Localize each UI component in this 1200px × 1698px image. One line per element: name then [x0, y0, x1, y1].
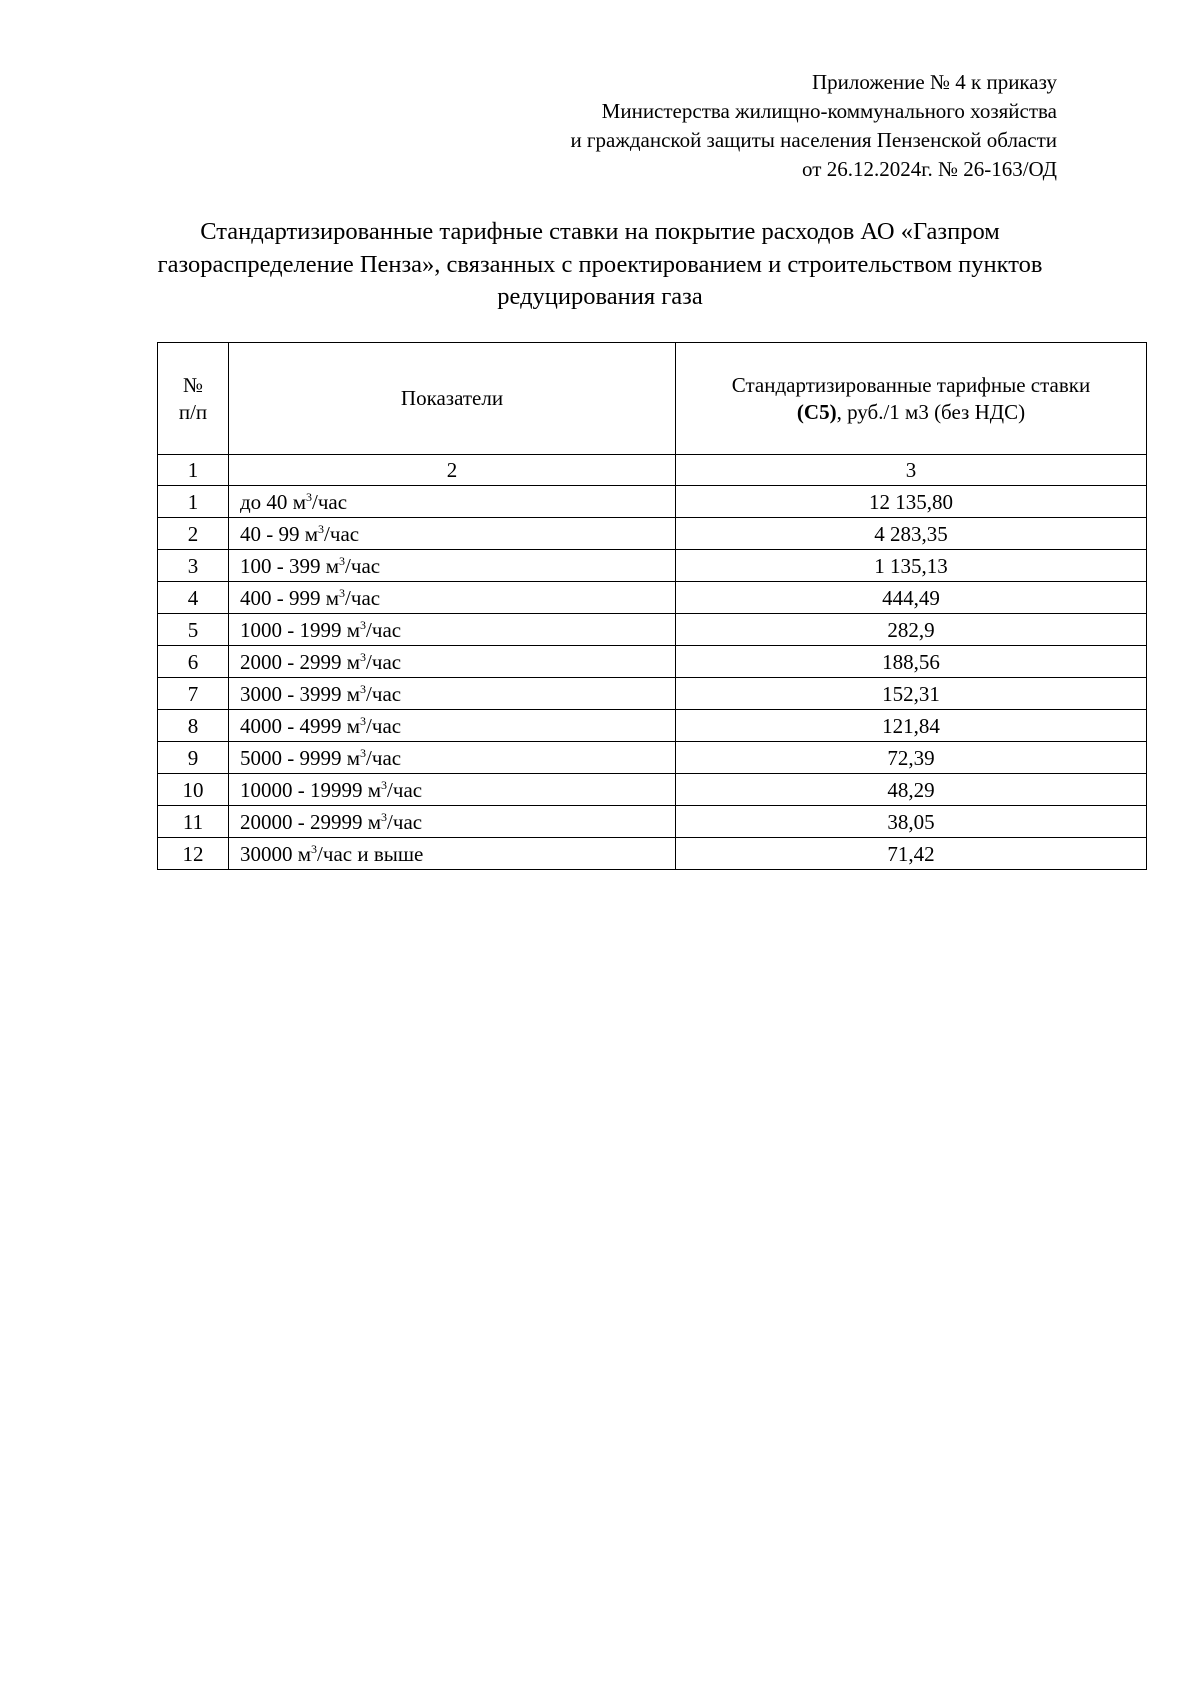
row-number: 8	[158, 710, 229, 742]
header-line: Приложение № 4 к приказу	[812, 70, 1057, 94]
unit-base: м	[304, 521, 319, 546]
header-line: и гражданской защиты населения Пензенской области	[570, 128, 1057, 152]
header-cell-indicator	[229, 343, 676, 455]
table-row	[158, 742, 1147, 774]
row-rate-value: 188,56	[676, 646, 1147, 678]
row-indicator	[229, 710, 676, 742]
header-rate-line2	[676, 399, 1146, 426]
unit-suffix: /час	[366, 745, 402, 770]
row-indicator	[229, 646, 676, 678]
row-rate-value: 48,29	[676, 774, 1147, 806]
indicator-range: 400 - 999	[240, 585, 326, 610]
unit-superscript: 3	[360, 745, 367, 760]
unit-superscript: 3	[339, 585, 346, 600]
header-indicator-label: Показатели	[400, 386, 504, 410]
unit-base: м	[325, 553, 340, 578]
unit-superscript: 3	[311, 841, 318, 856]
table-row	[158, 774, 1147, 806]
unit-suffix: /час	[311, 489, 348, 514]
row-indicator	[229, 550, 676, 582]
indicator-after: и выше	[352, 841, 424, 866]
row-number: 9	[158, 742, 229, 774]
header-num-label: п/п	[178, 399, 208, 424]
indicator-range: 3000 - 3999	[240, 681, 347, 706]
table-row	[158, 678, 1147, 710]
unit-suffix: /час	[345, 553, 381, 578]
column-number: 3	[676, 455, 1147, 486]
column-number: 1	[158, 455, 229, 486]
row-number: 12	[158, 838, 229, 870]
table-row	[158, 838, 1147, 870]
indicator-range: 5000 - 9999	[240, 745, 347, 770]
row-rate-value: 444,49	[676, 582, 1147, 614]
unit-base: м	[346, 649, 361, 674]
row-indicator	[229, 742, 676, 774]
row-number: 7	[158, 678, 229, 710]
document-header	[570, 68, 1057, 184]
unit-base: м	[346, 745, 361, 770]
unit-suffix: /час	[366, 649, 402, 674]
table-row	[158, 614, 1147, 646]
unit-superscript: 3	[360, 713, 367, 728]
row-indicator	[229, 774, 676, 806]
header-cell-rate	[676, 343, 1147, 455]
title-line: газораспределение Пенза», связанных с проектированием и строительством пунктов	[157, 250, 1043, 278]
table-row	[158, 710, 1147, 742]
unit-suffix: /час	[324, 521, 360, 546]
column-number-row	[158, 455, 1147, 486]
table-body	[158, 486, 1147, 870]
unit-base: м	[325, 585, 340, 610]
row-number: 3	[158, 550, 229, 582]
row-indicator	[229, 582, 676, 614]
indicator-range: 100 - 399	[240, 553, 326, 578]
row-rate-value: 72,39	[676, 742, 1147, 774]
unit-suffix: /час	[387, 777, 423, 802]
row-number: 2	[158, 518, 229, 550]
column-number: 2	[229, 455, 676, 486]
unit-base: м	[346, 713, 361, 738]
unit-base: м	[297, 841, 312, 866]
row-number: 11	[158, 806, 229, 838]
unit-superscript: 3	[381, 777, 388, 792]
title-line: Стандартизированные тарифные ставки на покрытие расходов АО «Газпром	[200, 218, 1000, 245]
header-rate-line1: Стандартизированные тарифные ставки	[731, 372, 1091, 397]
indicator-range: 1000 - 1999	[240, 617, 347, 642]
unit-base: м	[292, 489, 306, 514]
indicator-range: 10000 - 19999	[240, 777, 368, 802]
title-line: редуцирования газа	[497, 283, 703, 310]
row-number: 1	[158, 486, 229, 518]
indicator-range: 30000	[240, 841, 298, 866]
unit-superscript: 3	[360, 649, 367, 664]
row-rate-value: 1 135,13	[676, 550, 1147, 582]
table-header-row	[158, 343, 1147, 455]
row-indicator	[229, 486, 676, 518]
row-number: 10	[158, 774, 229, 806]
indicator-range: 2000 - 2999	[240, 649, 347, 674]
unit-superscript: 3	[339, 553, 346, 568]
unit-superscript: 3	[318, 521, 325, 536]
indicator-range: 4000 - 4999	[240, 713, 347, 738]
unit-suffix: /час	[366, 713, 402, 738]
header-rate-code: (С5)	[796, 399, 837, 424]
indicator-range: 20000 - 29999	[240, 809, 368, 834]
row-rate-value: 4 283,35	[676, 518, 1147, 550]
header-line: от 26.12.2024г. № 26-163/ОД	[802, 157, 1057, 181]
table-row	[158, 486, 1147, 518]
row-indicator	[229, 518, 676, 550]
indicator-range: до 40	[240, 489, 293, 514]
row-rate-value: 12 135,80	[676, 486, 1147, 518]
indicator-range: 40 - 99	[240, 521, 305, 546]
table-row	[158, 806, 1147, 838]
document-title	[80, 216, 1120, 314]
header-cell-number	[158, 343, 229, 455]
table-row	[158, 646, 1147, 678]
tariff-table	[157, 342, 1147, 870]
table-row	[158, 518, 1147, 550]
row-rate-value: 152,31	[676, 678, 1147, 710]
row-indicator	[229, 838, 676, 870]
row-rate-value: 38,05	[676, 806, 1147, 838]
unit-superscript: 3	[305, 489, 312, 504]
row-rate-value: 71,42	[676, 838, 1147, 870]
unit-suffix: /час	[317, 841, 353, 866]
unit-superscript: 3	[381, 809, 388, 824]
row-rate-value: 121,84	[676, 710, 1147, 742]
row-indicator	[229, 678, 676, 710]
header-num-symbol: №	[182, 372, 204, 397]
unit-superscript: 3	[360, 617, 367, 632]
unit-suffix: /час	[345, 585, 381, 610]
row-number: 5	[158, 614, 229, 646]
row-indicator	[229, 614, 676, 646]
row-number: 4	[158, 582, 229, 614]
unit-superscript: 3	[360, 681, 367, 696]
header-line: Министерства жилищно-коммунального хозяйства	[601, 99, 1057, 123]
table-row	[158, 582, 1147, 614]
unit-suffix: /час	[387, 809, 423, 834]
row-rate-value: 282,9	[676, 614, 1147, 646]
row-number: 6	[158, 646, 229, 678]
unit-suffix: /час	[366, 617, 402, 642]
row-indicator	[229, 806, 676, 838]
unit-base: м	[367, 777, 382, 802]
header-rate-unit: , руб./1 м3 (без НДС)	[836, 399, 1026, 424]
unit-suffix: /час	[366, 681, 402, 706]
unit-base: м	[367, 809, 382, 834]
unit-base: м	[346, 617, 361, 642]
unit-base: м	[346, 681, 361, 706]
table-row	[158, 550, 1147, 582]
